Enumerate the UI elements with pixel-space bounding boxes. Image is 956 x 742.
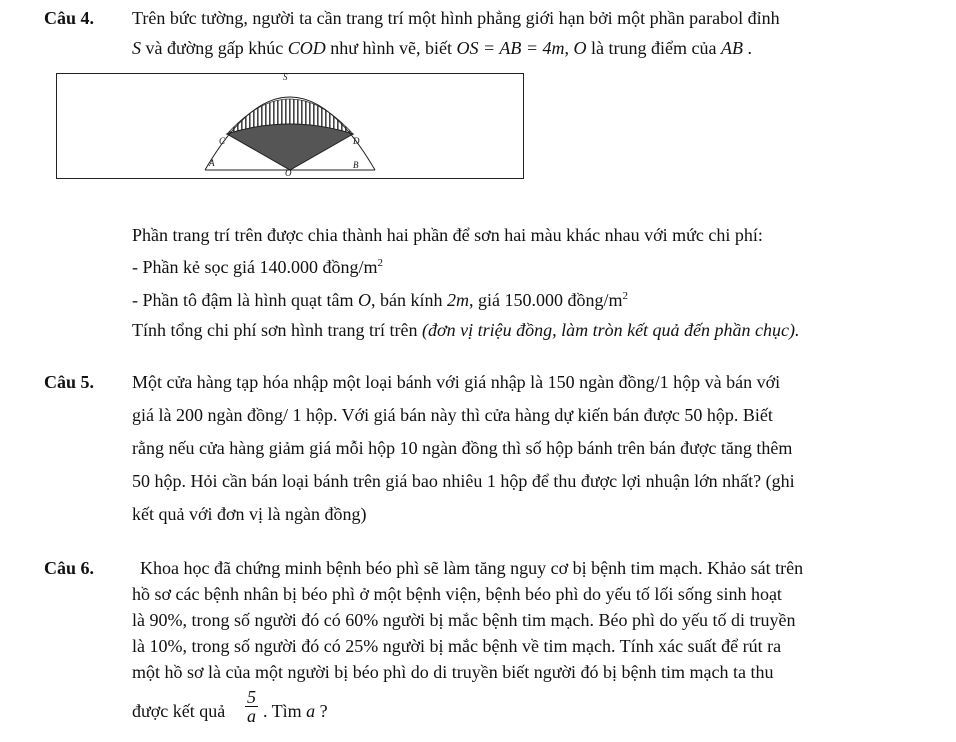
q5-line1: Một cửa hàng tạp hóa nhập một loại bánh với giá nhập là 150 ngàn đồng/1 hộp và bán với [132, 372, 781, 392]
fraction-numerator: 5 [247, 687, 256, 707]
question-5-label: Câu 5. [44, 372, 95, 392]
label-s: S [283, 72, 288, 82]
question-6-label: Câu 6. [44, 558, 95, 578]
label-d: D [353, 136, 360, 146]
label-o: O [285, 168, 292, 178]
q5-line2: giá là 200 ngàn đồng/ 1 hộp. Với giá bán này thì cửa hàng dự kiến bán được 50 hộp. Biết [132, 405, 773, 425]
label-a: A [209, 158, 215, 168]
q5-line5: kết quả với đơn vị là ngàn đồng) [132, 504, 367, 524]
q4-line1: Trên bức tường, người ta cần trang trí một hình phẳng giới hạn bởi một phần parabol đỉnh [132, 8, 780, 28]
q6-line6a: được kết quả [132, 701, 226, 721]
parabola-figure-drawing [57, 74, 525, 180]
question-4-label: Câu 4. [44, 8, 95, 28]
fraction-5-over-a [245, 688, 258, 725]
parabola-figure [56, 73, 524, 179]
q4-p2: - Phần kẻ sọc giá 140.000 đồng/$m^2$ [132, 257, 383, 277]
label-c: C [219, 136, 226, 146]
dark-sector [227, 124, 353, 170]
q4-p3: - Phần tô đậm là hình quạt tâm O, bán kính 2m, giá 150.000 đồng/$m^2$ [132, 290, 628, 310]
label-b: B [353, 160, 359, 170]
q6-line1: Khoa học đã chứng minh bệnh béo phì sẽ làm tăng nguy cơ bị bệnh tim mạch. Khảo sát trên [140, 558, 804, 578]
fraction-denominator: a [247, 706, 256, 726]
q6-line6b: . Tìm a ? [263, 701, 328, 721]
q5-line3: rằng nếu cửa hàng giảm giá mỗi hộp 10 ngàn đồng thì số hộp bánh trên bán được tăng thêm [132, 438, 793, 458]
q5-line4: 50 hộp. Hỏi cần bán loại bánh trên giá bao nhiêu 1 hộp để thu được lợi nhuận lớn nhất? (ghi [132, 471, 795, 491]
q6-line3: là 90%, trong số người đó có 60% người bị mắc bệnh tim mạch. Béo phì do yếu tố di truyền [132, 610, 796, 630]
q4-p1: Phần trang trí trên được chia thành hai phần để sơn hai màu khác nhau với mức chi phí: [132, 225, 763, 245]
q6-line4: là 10%, trong số người đó có 25% người bị mắc bệnh về tim mạch. Tính xác suất để rút ra [132, 636, 782, 656]
q6-line5: một hồ sơ là của một người bị béo phì do di truyền biết người đó bị bệnh tim mạch ta thu [132, 662, 774, 682]
q4-line2: S và đường gấp khúc COD như hình vẽ, biết OS = AB = 4m, O là trung điểm của AB . [132, 38, 752, 58]
q4-p4: Tính tổng chi phí sơn hình trang trí trên (đơn vị triệu đồng, làm tròn kết quả đến phần chục). [132, 320, 800, 340]
q6-line2: hồ sơ các bệnh nhân bị béo phì ở một bệnh viện, bệnh béo phì do yếu tố lối sống sinh hoạt [132, 584, 782, 604]
